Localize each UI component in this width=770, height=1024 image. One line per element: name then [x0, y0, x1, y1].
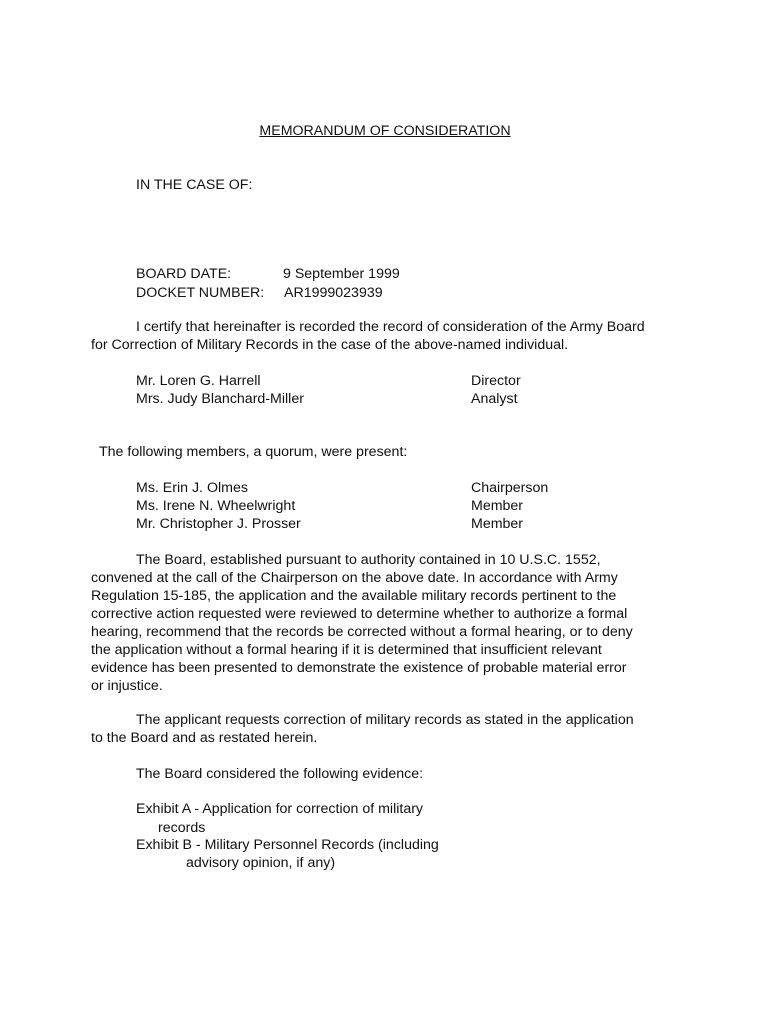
member-role: Member — [471, 516, 524, 532]
board-date-label: BOARD DATE: — [136, 266, 232, 282]
staff-name: Mr. Loren G. Harrell — [136, 373, 261, 389]
paragraph-line: evidence has been presented to demonstrate the existence of probable material error — [91, 660, 627, 676]
paragraph-line: or injustice. — [91, 678, 163, 694]
staff-name: Mrs. Judy Blanchard-Miller — [136, 391, 304, 407]
quorum-statement: The following members, a quorum, were present: — [99, 444, 408, 460]
exhibit-a-line1: Exhibit A - Application for correction of military — [136, 801, 424, 817]
paragraph-line: hearing, recommend that the records be corrected without a formal hearing, or to deny — [91, 624, 633, 640]
paragraph-line: The applicant requests correction of military records as stated in the application — [136, 712, 634, 728]
paragraph-line: convened at the call of the Chairperson on the above date. In accordance with Army — [91, 570, 618, 586]
board-paragraph — [91, 551, 681, 695]
exhibit-a-line2: records — [158, 820, 206, 836]
staff-role: Analyst — [471, 391, 518, 407]
paragraph-line: for Correction of Military Records in the case of the above-named individual. — [91, 337, 569, 353]
case-label: IN THE CASE OF: — [136, 177, 253, 193]
docket-number-label: DOCKET NUMBER: — [136, 285, 265, 301]
evidence-intro: The Board considered the following evidence: — [136, 766, 424, 782]
exhibit-b-line2: advisory opinion, if any) — [186, 855, 336, 871]
docket-number-value: AR1999023939 — [284, 285, 383, 301]
paragraph-line: the application without a formal hearing if it is determined that insufficient relevant — [91, 642, 602, 658]
paragraph-line: corrective action requested were reviewed to determine whether to authorize a formal — [91, 606, 628, 622]
applicant-paragraph — [91, 711, 681, 747]
member-name: Ms. Irene N. Wheelwright — [136, 498, 296, 514]
member-role: Chairperson — [471, 480, 549, 496]
certification-paragraph — [91, 318, 681, 354]
board-date-value: 9 September 1999 — [283, 266, 400, 282]
exhibit-b-line1: Exhibit B - Military Personnel Records (including — [136, 837, 439, 853]
member-role: Member — [471, 498, 524, 514]
paragraph-line: to the Board and as restated herein. — [91, 730, 318, 746]
member-name: Ms. Erin J. Olmes — [136, 480, 248, 496]
member-name: Mr. Christopher J. Prosser — [136, 516, 301, 532]
paragraph-line: The Board, established pursuant to authority contained in 10 U.S.C. 1552, — [136, 552, 601, 568]
document-title: MEMORANDUM OF CONSIDERATION — [259, 123, 511, 139]
staff-role: Director — [471, 373, 521, 389]
paragraph-line: Regulation 15-185, the application and the available military records pertinent to the — [91, 588, 617, 604]
paragraph-line: I certify that hereinafter is recorded the record of consideration of the Army Board — [136, 319, 645, 335]
